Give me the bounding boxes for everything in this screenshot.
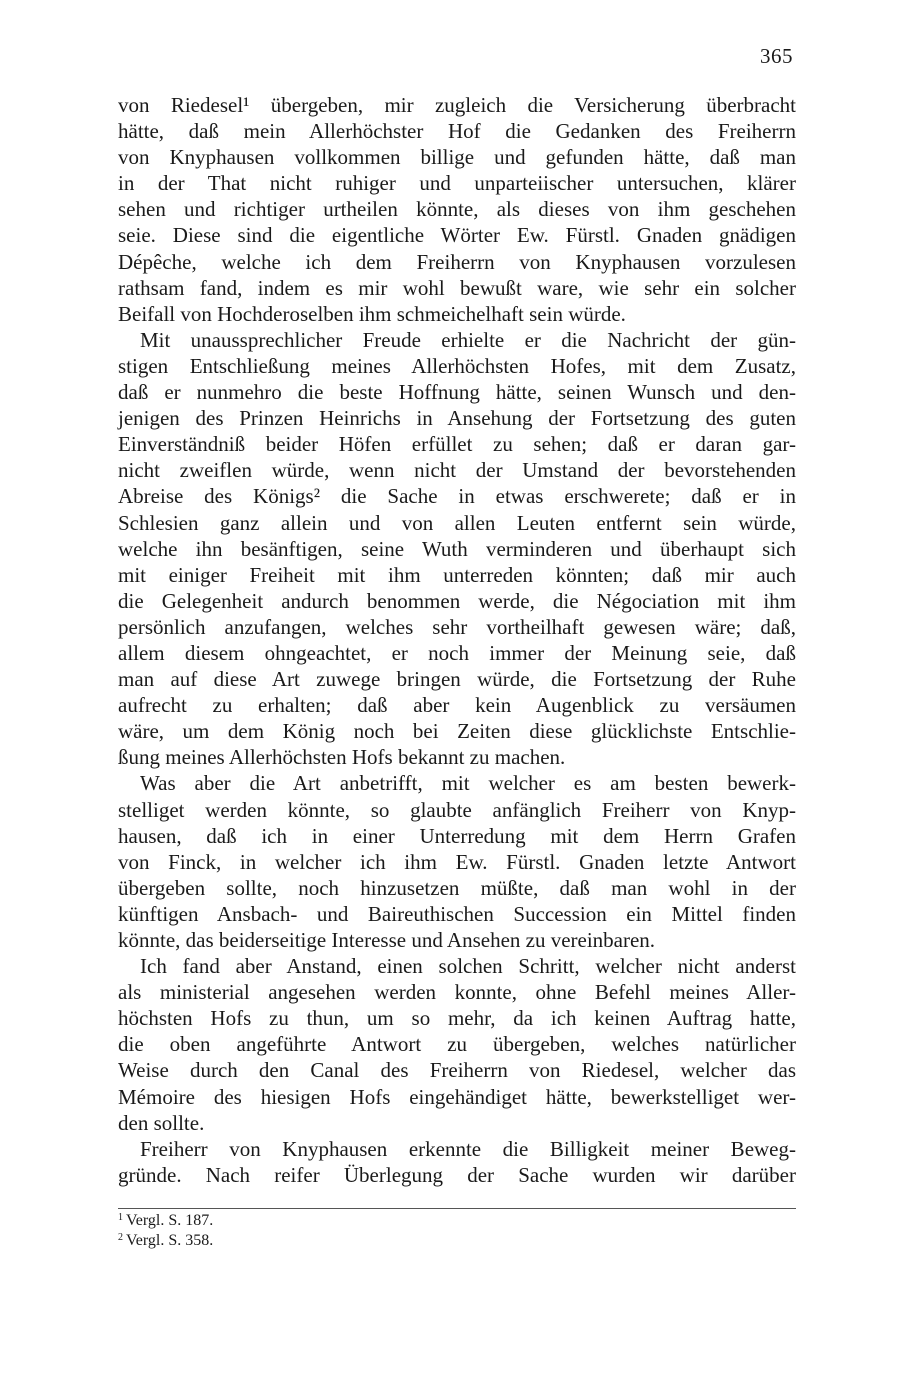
text-line: den sollte. (118, 1110, 205, 1135)
text-line: Einverständniß beider Höfen erfüllet zu sehen; daß er daran gar- (118, 432, 796, 457)
page-number: 365 (760, 44, 793, 68)
footnote-text: Vergl. S. 358. (126, 1232, 214, 1249)
footnote-text: Vergl. S. 187. (126, 1212, 214, 1229)
text-line: Ich fand aber Anstand, einen solchen Schritt, welcher nicht anderst (140, 954, 796, 979)
text-line: jenigen des Prinzen Heinrichs in Ansehung der Fortsetzung des guten (118, 406, 796, 431)
text-line: höchsten Hofs zu thun, um so mehr, da ich keinen Auftrag hatte, (118, 1006, 796, 1031)
body-text (118, 92, 796, 1188)
text-line: man auf diese Art zuwege bringen würde, die Fortsetzung der Ruhe (118, 667, 796, 692)
footnote-mark: 1 (118, 1212, 123, 1223)
text-line: Weise durch den Canal des Freiherrn von Riedesel, welcher das (118, 1058, 796, 1083)
text-line: welche ihn besänftigen, seine Wuth verminderen und überhaupt sich (118, 536, 796, 561)
text-line: stelliget werden könnte, so glaubte anfänglich Freiherr von Knyp- (118, 797, 796, 822)
text-line: sehen und richtiger urtheilen könnte, als dieses von ihm geschehen (118, 197, 796, 222)
text-line: Schlesien ganz allein und von allen Leuten entfernt sein würde, (118, 510, 796, 535)
text-line: Abreise des Königs² die Sache in etwas erschwerete; daß er in (118, 484, 796, 509)
text-line: künftigen Ansbach- und Baireuthischen Succession ein Mittel finden (118, 901, 796, 926)
text-line: hausen, daß ich in einer Unterredung mit dem Herrn Grafen (118, 823, 796, 848)
text-line: in der That nicht ruhiger und unparteiischer untersuchen, klärer (118, 171, 796, 196)
text-line: allem diesem ohngeachtet, er noch immer der Meinung seie, daß (118, 640, 796, 665)
text-line: übergeben sollte, noch hinzusetzen müßte, daß man wohl in der (118, 875, 796, 900)
text-line: seie. Diese sind die eigentliche Wörter Ew. Fürstl. Gnaden gnädigen (118, 223, 796, 248)
text-line: Dépêche, welche ich dem Freiherrn von Knyphausen vorzulesen (118, 249, 796, 274)
footnote-2 (118, 1231, 796, 1251)
text-line: Freiherr von Knyphausen erkennte die Billigkeit meiner Beweg- (140, 1136, 796, 1161)
text-line: wäre, um dem König noch bei Zeiten diese glücklichste Entschlie- (118, 719, 796, 744)
text-line: gründe. Nach reifer Überlegung der Sache wurden wir darüber (118, 1162, 796, 1187)
footnote-1 (118, 1211, 796, 1231)
text-line: Mit unaussprechlicher Freude erhielte er die Nachricht der gün- (140, 327, 796, 352)
text-line: daß er nunmehro die beste Hoffnung hätte, seinen Wunsch und den- (118, 380, 796, 405)
text-line: Mémoire des hiesigen Hofs eingehändiget hätte, bewerkstelliget wer- (118, 1084, 796, 1109)
text-line: von Finck, in welcher ich ihm Ew. Fürstl. Gnaden letzte Antwort (118, 849, 796, 874)
text-line: als ministerial angesehen werden konnte, ohne Befehl meines Aller- (118, 980, 796, 1005)
text-line: von Knyphausen vollkommen billige und gefunden hätte, daß man (118, 145, 796, 170)
text-line: Beifall von Hochderoselben ihm schmeichelhaft sein würde. (118, 301, 626, 326)
text-line: persönlich anzufangen, welches sehr vortheilhaft gewesen wäre; daß, (118, 614, 796, 639)
footnote-mark: 2 (118, 1232, 123, 1243)
text-line: Was aber die Art anbetrifft, mit welcher es am besten bewerk- (140, 771, 796, 796)
text-line: mit einiger Freiheit mit ihm unterreden könnten; daß mir auch (118, 562, 796, 587)
footnote-divider (118, 1208, 796, 1209)
text-line: aufrecht zu erhalten; daß aber kein Augenblick zu versäumen (118, 693, 796, 718)
text-line: ßung meines Allerhöchsten Hofs bekannt zu machen. (118, 745, 566, 770)
text-line: stigen Entschließung meines Allerhöchsten Hofes, mit dem Zusatz, (118, 353, 796, 378)
text-line: die Gelegenheit andurch benommen werde, die Négociation mit ihm (118, 588, 796, 613)
text-line: könnte, das beiderseitige Interesse und Ansehen zu vereinbaren. (118, 928, 656, 952)
text-line: hätte, daß mein Allerhöchster Hof die Gedanken des Freiherrn (118, 119, 796, 144)
text-line: von Riedesel¹ übergeben, mir zugleich die Versicherung überbracht (118, 93, 796, 117)
footnotes (118, 1211, 796, 1251)
text-line: rathsam fand, indem es mir wohl bewußt ware, wie sehr ein solcher (118, 275, 796, 300)
text-line: die oben angeführte Antwort zu übergeben, welches natürlicher (118, 1032, 796, 1057)
text-line: nicht zweiflen würde, wenn nicht der Umstand der bevorstehenden (118, 458, 796, 483)
